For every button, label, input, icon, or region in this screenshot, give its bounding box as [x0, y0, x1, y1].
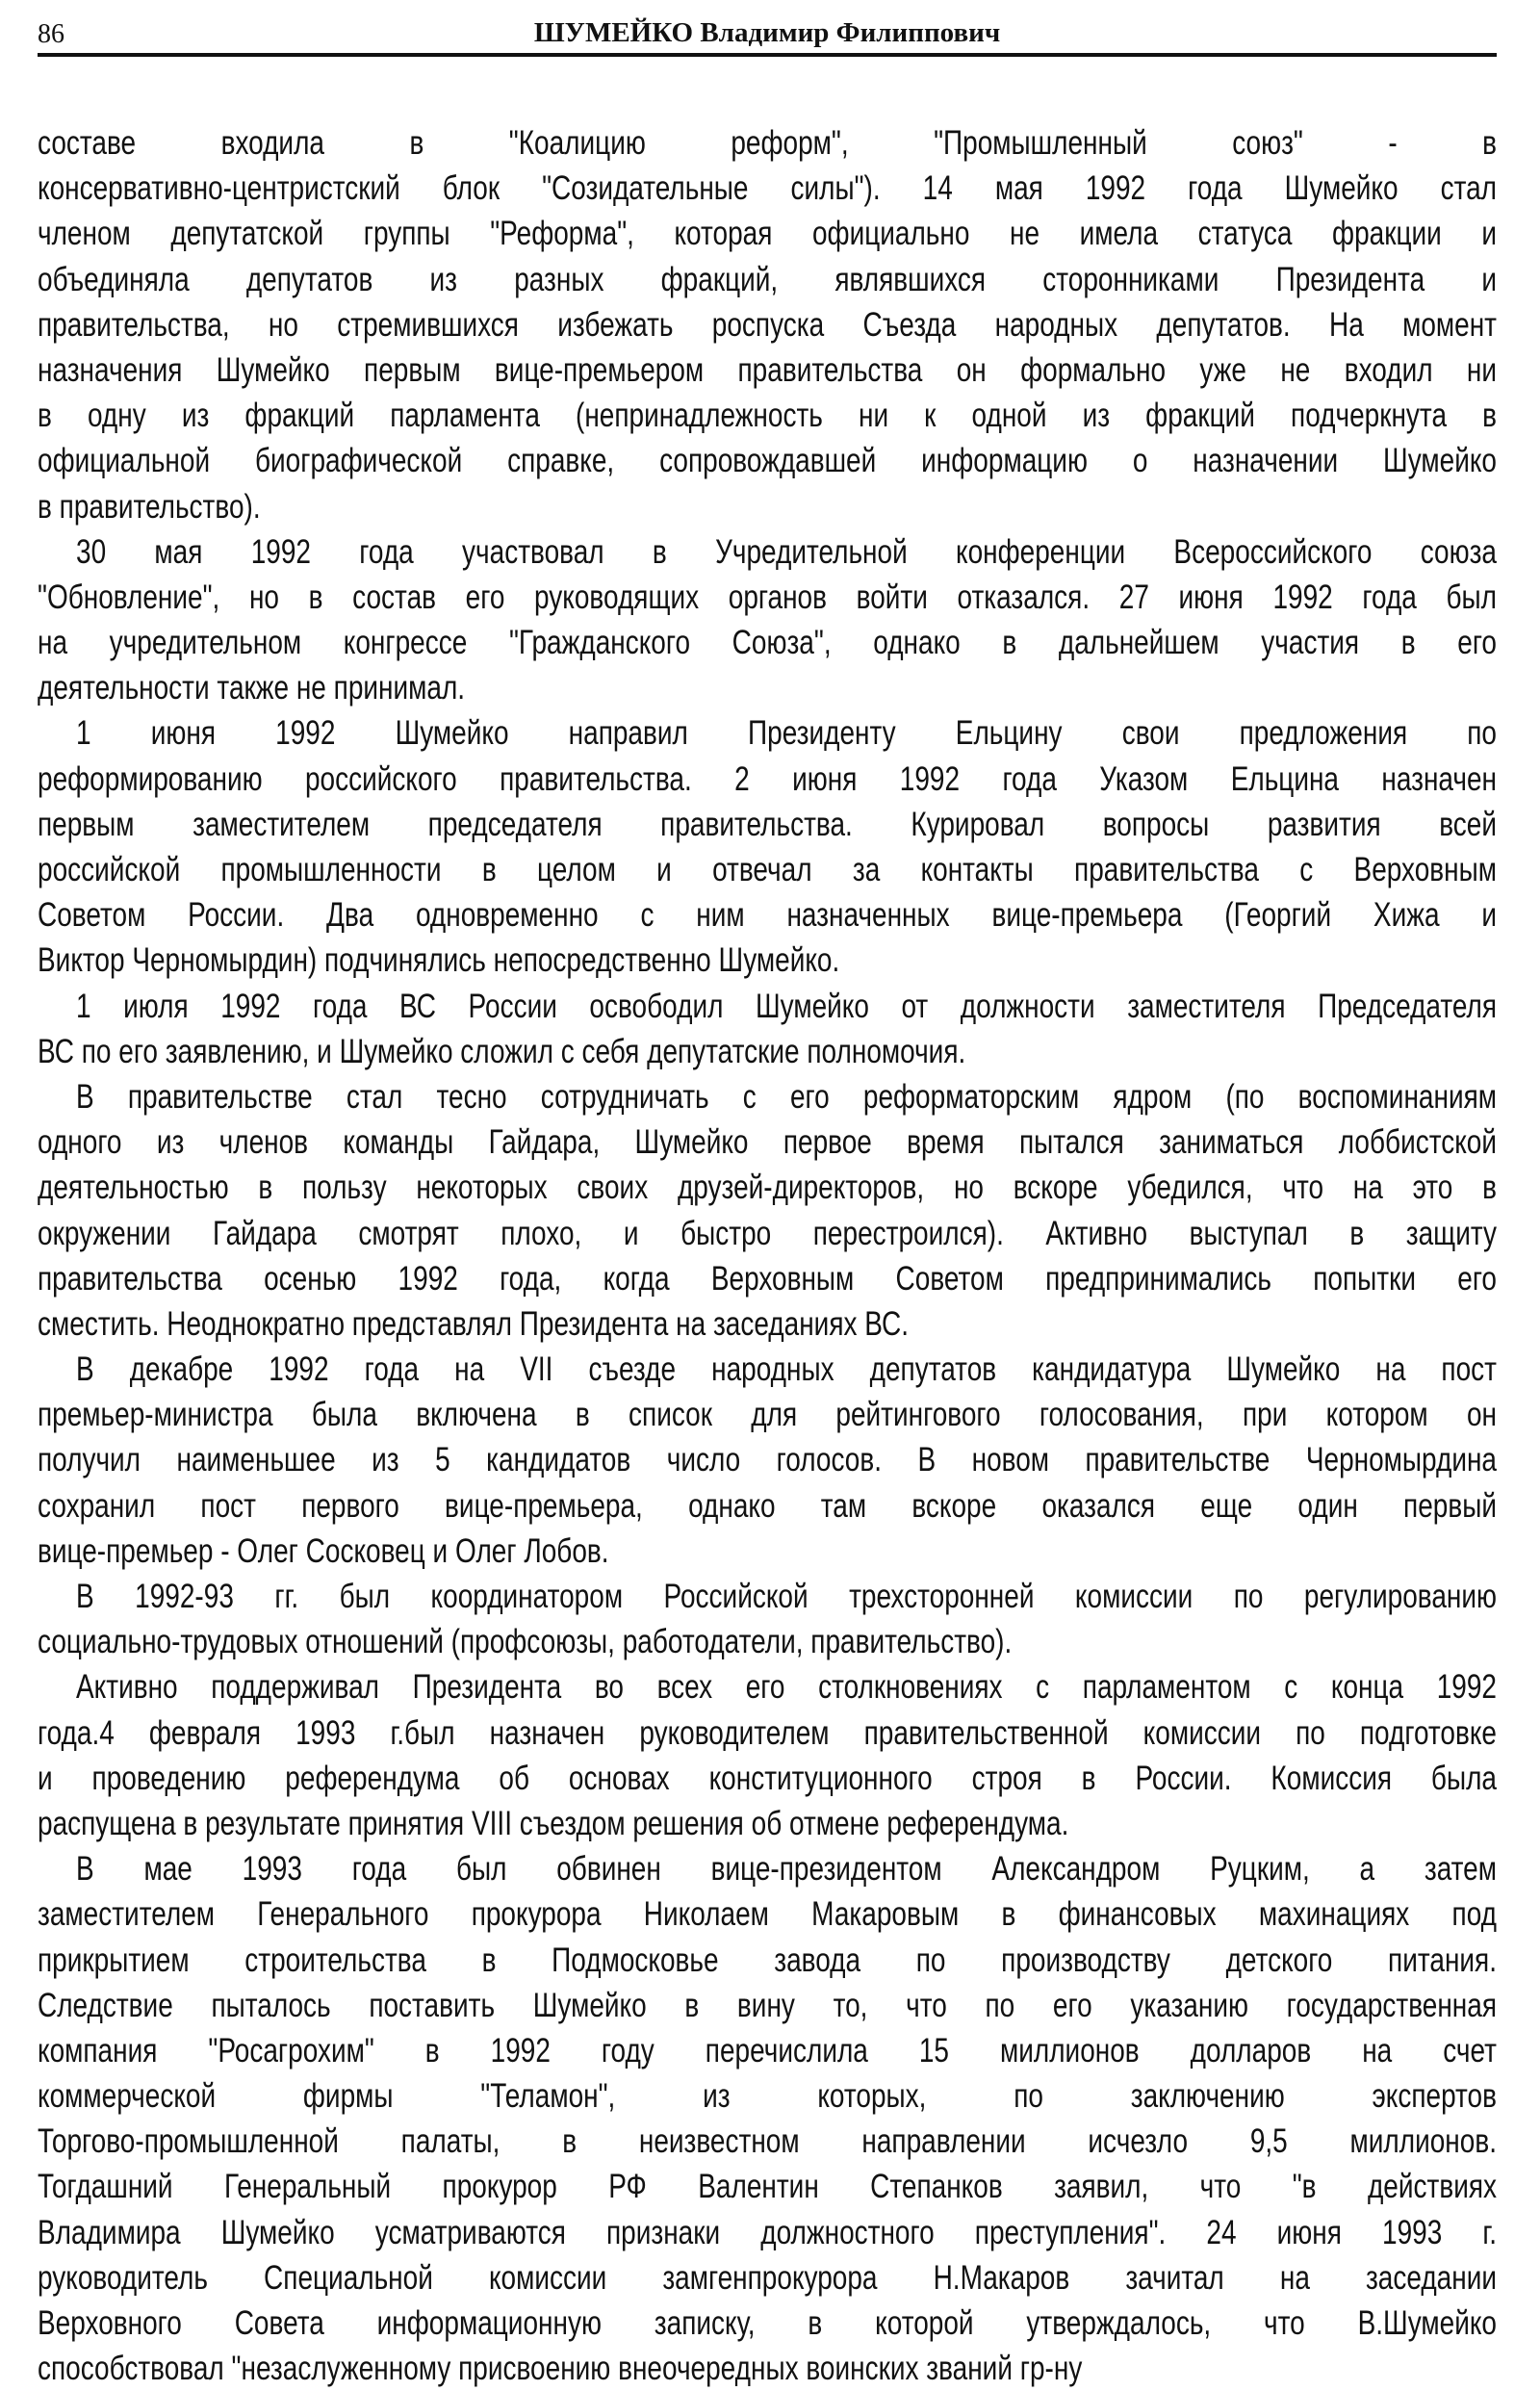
running-title: ШУМЕЙКО Владимир Филиппович [533, 17, 1001, 48]
paragraph [38, 1846, 1497, 2391]
text-line: 30 мая 1992 года участвовал в Учредительной конференции Всероссийского союза [76, 532, 1497, 571]
text-line: Следствие пыталось поставить Шумейко в вину то, что по его указанию государственная [38, 1986, 1497, 2024]
text-line: социально-трудовых отношений (профсоюзы, работодатели, правительство). [38, 1623, 1013, 1661]
paragraph [38, 120, 1497, 529]
text-line: правительства осенью 1992 года, когда Верховным Советом предпринимались попытки его [38, 1259, 1497, 1298]
text-line: окружении Гайдара смотрят плохо, и быстро перестроился). Активно выступал в защиту [38, 1214, 1497, 1252]
text-line: сместить. Неоднократно представлял Президента на заседаниях ВС. [38, 1304, 910, 1343]
text-line: руководитель Специальной комиссии замгенпрокурора Н.Макаров зачитал на заседании [38, 2258, 1497, 2297]
text-line: В декабре 1992 года на VII съезде народных депутатов кандидатура Шумейко на пост [76, 1350, 1497, 1389]
text-line: 1 июля 1992 года ВС России освободил Шумейко от должности заместителя Председателя [76, 987, 1497, 1025]
text-line: года.4 февраля 1993 г.был назначен руководителем правительственной комиссии по подготовке [38, 1713, 1497, 1752]
paragraph [38, 1347, 1497, 1574]
text-line: Виктор Черномырдин) подчинялись непосредственно Шумейко. [38, 941, 840, 980]
paragraph [38, 1074, 1497, 1347]
paragraph [38, 1664, 1497, 1846]
text-line: российской промышленности в целом и отвечал за контакты правительства с Верховным [38, 851, 1497, 888]
text-line: правительства, но стремившихся избежать роспуска Съезда народных депутатов. На момент [38, 305, 1497, 344]
text-line: В 1992-93 гг. был координатором Российской трехсторонней комиссии по регулированию [76, 1578, 1497, 1615]
paragraph [38, 710, 1497, 983]
header-rule [38, 53, 1497, 57]
body-text [38, 120, 1497, 2391]
text-line: членом депутатской группы "Реформа", которая официально не имела статуса фракции и [38, 215, 1497, 253]
text-line: получил наименьшее из 5 кандидатов число голосов. В новом правительстве Черномырдина [38, 1441, 1497, 1479]
text-line: компания "Росагрохим" в 1992 году перечислила 15 миллионов долларов на счет [38, 2031, 1497, 2070]
text-line: вице-премьер - Олег Сосковец и Олег Лобов. [38, 1531, 609, 1570]
text-line: на учредительном конгрессе "Гражданского Союза", однако в дальнейшем участия в его [38, 624, 1497, 662]
text-line: реформированию российского правительства. 2 июня 1992 года Указом Ельцина назначен [38, 759, 1497, 798]
text-line: Верховного Совета информационную записку, в которой утверждалось, что В.Шумейко [38, 2304, 1497, 2342]
text-line: Тогдашний Генеральный прокурор РФ Валентин Степанков заявил, что "в действиях [38, 2168, 1497, 2206]
text-line: заместителем Генерального прокурора Николаем Макаровым в финансовых махинациях под [38, 1895, 1497, 1934]
paragraph [38, 984, 1497, 1074]
page-number: 86 [38, 19, 64, 49]
text-line: коммерческой фирмы "Теламон", из которых, по заключению экспертов [38, 2077, 1497, 2116]
text-line: деятельности также не принимал. [38, 669, 466, 707]
text-line: ВС по его заявлению, и Шумейко сложил с себя депутатские полномочия. [38, 1032, 966, 1070]
text-line: прикрытием строительства в Подмосковье завода по производству детского питания. [38, 1941, 1497, 1979]
text-line: В мае 1993 года был обвинен вице-президентом Александром Руцким, а затем [76, 1850, 1497, 1889]
text-line: назначения Шумейко первым вице-премьером правительства он формально уже не входил ни [38, 350, 1497, 389]
text-line: "Обновление", но в состав его руководящих органов войти отказался. 27 июня 1992 года был [38, 578, 1497, 616]
text-line: Торгово-промышленной палаты, в неизвестном направлении исчезло 9,5 миллионов. [38, 2122, 1497, 2161]
text-line: 1 июня 1992 Шумейко направил Президенту Ельцину свои предложения по [76, 714, 1497, 753]
text-line: Советом России. Два одновременно с ним назначенных вице-премьера (Георгий Хижа и [38, 896, 1497, 935]
paragraph [38, 1574, 1497, 1664]
text-line: В правительстве стал тесно сотрудничать с его реформаторским ядром (по воспоминаниям [76, 1077, 1497, 1116]
text-line: объединяла депутатов из разных фракций, являвшихся сторонниками Президента и [38, 260, 1497, 298]
text-line: первым заместителем председателя правительства. Курировал вопросы развития всей [38, 805, 1497, 843]
text-line: консервативно-центристский блок "Созидательные силы"). 14 мая 1992 года Шумейко стал [38, 169, 1497, 208]
text-line: Активно поддерживал Президента во всех его столкновениях с парламентом с конца 1992 [76, 1668, 1497, 1707]
text-line: способствовал "незаслуженному присвоению внеочередных воинских званий гр-ну [38, 2350, 1083, 2388]
text-line: составе входила в "Коалицию реформ", "Промышленный союз" - в [38, 124, 1497, 162]
text-line: одного из членов команды Гайдара, Шумейко первое время пытался заниматься лоббистской [38, 1123, 1497, 1162]
text-line: распущена в результате принятия VIII съездом решения об отмене референдума. [38, 1804, 1069, 1842]
text-line: деятельностью в пользу некоторых своих друзей-директоров, но вскоре убедился, что на это в [38, 1169, 1497, 1207]
text-line: премьер-министра была включена в список для рейтингового голосования, при котором он [38, 1396, 1497, 1434]
text-line: Владимира Шумейко усматриваются признаки должностного преступления". 24 июня 1993 г. [38, 2213, 1497, 2251]
text-line: в одну из фракций парламента (непринадлежность ни к одной из фракций подчеркнута в [38, 397, 1497, 435]
text-line: сохранил пост первого вице-премьера, однако там вскоре оказался еще один первый [38, 1486, 1497, 1525]
text-line: в правительство). [38, 487, 261, 526]
paragraph [38, 529, 1497, 711]
text-line: официальной биографической справке, сопровождавшей информацию о назначении Шумейко [38, 442, 1497, 480]
text-line: и проведению референдума об основах конституционного строя в России. Комиссия была [38, 1759, 1497, 1797]
